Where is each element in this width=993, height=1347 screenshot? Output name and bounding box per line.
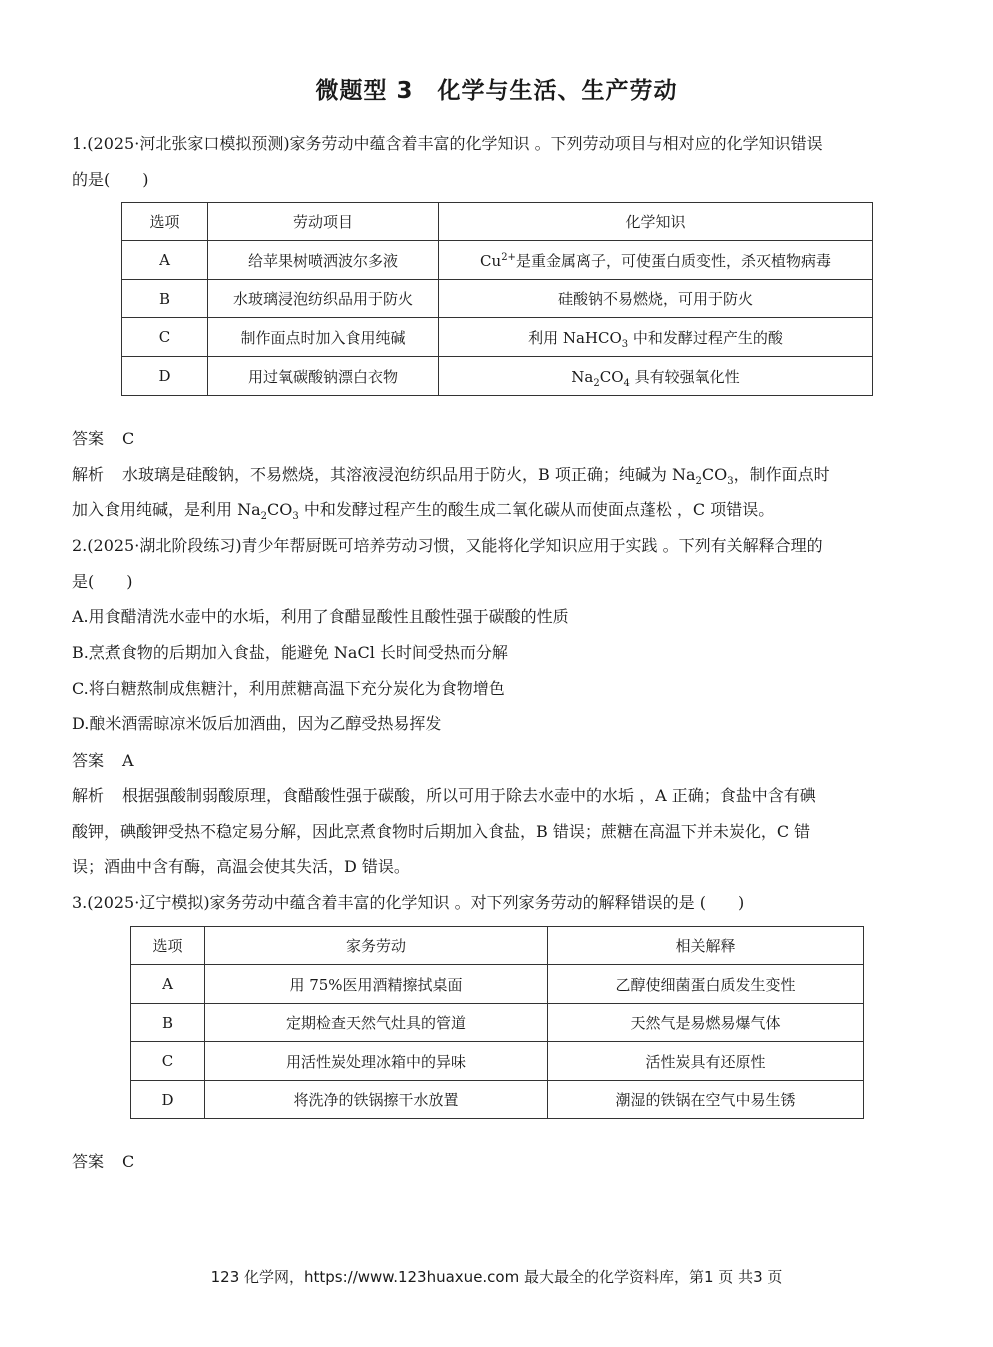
table-row [131, 965, 864, 1004]
q1-row-c-knowledge [439, 318, 873, 357]
subscript: 2 [695, 476, 702, 486]
q1-row-a-option: A [122, 241, 208, 280]
table-row [122, 318, 873, 357]
text-fragment: CO [599, 367, 624, 386]
text-fragment: CO [701, 465, 728, 484]
answer-value: C [122, 429, 135, 448]
answer-value: A [122, 751, 134, 770]
q1-stem-line2: 的是( ) [72, 170, 149, 189]
answer-label: 答案 [72, 751, 105, 770]
text-fragment: 具有较强氧化性 [629, 367, 740, 386]
q1-row-d-knowledge [439, 357, 873, 396]
q1-row-b-item: 水玻璃浸泡纺织品用于防火 [208, 280, 439, 318]
q1-answer [72, 428, 922, 450]
analysis-label: 解析 [72, 465, 105, 484]
subscript: 4 [623, 377, 630, 389]
q3-row-c-explanation: 活性炭具有还原性 [548, 1042, 864, 1081]
q3-row-c-item: 用活性炭处理冰箱中的异味 [205, 1042, 548, 1081]
q1-analysis-line2 [72, 499, 922, 521]
q1-row-c-option: C [122, 318, 208, 357]
q1-table [121, 202, 873, 396]
q1-table-header [122, 203, 873, 241]
q2-stem-line1: 2.(2025·湖北阶段练习)青少年帮厨既可培养劳动习惯，又能将化学知识应用于实践 。下列有关解释合理的 [72, 536, 823, 555]
text-fragment: 水玻璃是硅酸钠，不易燃烧，其溶液浸泡纺织品用于防火，B 项正确；纯碱为 Na [122, 465, 696, 484]
q1-row-b-option: B [122, 280, 208, 318]
q1-row-d-option: D [122, 357, 208, 396]
q3-table [130, 926, 864, 1119]
text-fragment: 是重金属离子，可使蛋白质变性，杀灭植物病毒 [515, 251, 831, 270]
q2-option-d: D.酿米酒需晾凉米饭后加酒曲，因为乙醇受热易挥发 [72, 714, 442, 733]
q3-row-b-option: B [131, 1004, 205, 1042]
q3-row-c-option: C [131, 1042, 205, 1081]
q3-header-explanation: 相关解释 [548, 927, 864, 965]
q3-row-b-item: 定期检查天然气灶具的管道 [205, 1004, 548, 1042]
text-fragment: 中和发酵过程产生的酸生成二氧化碳从而使面点蓬松 ，C 项错误。 [298, 500, 775, 519]
q3-answer [72, 1151, 922, 1173]
q3-row-d-explanation: 潮湿的铁锅在空气中易生锈 [548, 1081, 864, 1119]
q3-header-option: 选项 [131, 927, 205, 965]
table-row [122, 280, 873, 318]
q2-analysis-line3: 误；酒曲中含有酶，高温会使其失活，D 错误。 [72, 857, 410, 876]
analysis-label: 解析 [72, 786, 105, 805]
subscript: 2 [260, 511, 268, 521]
text-fragment: ，制作面点时 [733, 465, 830, 484]
q1-header-option: 选项 [122, 203, 208, 241]
q1-analysis-line1 [72, 464, 922, 486]
q3-row-a-explanation: 乙醇使细菌蛋白质发生变性 [548, 965, 864, 1004]
text-fragment: 利用 NaHCO [528, 328, 622, 347]
q3-stem-line1: 3.(2025·辽宁模拟)家务劳动中蕴含着丰富的化学知识 。对下列家务劳动的解释错误的是 ( ) [72, 893, 745, 912]
q3-row-a-item: 用 75%医用酒精擦拭桌面 [205, 965, 548, 1004]
q1-stem-line1: 1.(2025·河北张家口模拟预测)家务劳动中蕴含着丰富的化学知识 。下列劳动项目与相对应的化学知识错误 [72, 134, 823, 153]
q2-analysis-line2: 酸钾，碘酸钾受热不稳定易分解，因此烹煮食物时后期加入食盐，B 错误；蔗糖在高温下并未炭化，C 错 [72, 822, 811, 841]
q2-stem-line2: 是( ) [72, 572, 133, 591]
table-row [122, 357, 873, 396]
table-row [122, 241, 873, 280]
answer-value: C [122, 1152, 135, 1171]
subscript: 3 [727, 476, 734, 486]
q1-row-b-knowledge: 硅酸钠不易燃烧，可用于防火 [439, 280, 873, 318]
text-fragment: Cu [480, 251, 502, 270]
subscript: 3 [292, 511, 299, 521]
text-fragment: 根据强酸制弱酸原理，食醋酸性强于碳酸，所以可用于除去水壶中的水垢 ，A 正确；食盐中含有碘 [122, 786, 816, 805]
text-fragment: 中和发酵过程产生的酸 [628, 328, 783, 347]
q3-row-b-explanation: 天然气是易燃易爆气体 [548, 1004, 864, 1042]
subscript: 3 [621, 338, 629, 350]
q2-analysis-line1 [72, 785, 922, 807]
q1-header-knowledge: 化学知识 [439, 203, 873, 241]
table-row [131, 1042, 864, 1081]
q2-option-c: C.将白糖熬制成焦糖汁，利用蔗糖高温下充分炭化为食物增色 [72, 679, 505, 698]
subscript: 2 [593, 377, 600, 389]
q3-row-d-option: D [131, 1081, 205, 1119]
table-row [131, 1081, 864, 1119]
q3-header-item: 家务劳动 [205, 927, 548, 965]
answer-label: 答案 [72, 1152, 105, 1171]
q2-answer [72, 750, 922, 772]
text-fragment: Na [571, 367, 594, 386]
q3-table-header [131, 927, 864, 965]
answer-label: 答案 [72, 429, 105, 448]
q3-row-a-option: A [131, 965, 205, 1004]
q1-row-a-item: 给苹果树喷洒波尔多液 [208, 241, 439, 280]
superscript: 2+ [501, 251, 516, 263]
page-footer: 123 化学网，https://www.123huaxue.com 最大最全的化学资料库，第1 页 共3 页 [210, 1268, 783, 1286]
text-fragment: CO [267, 500, 293, 519]
q2-option-a: A.用食醋清洗水壶中的水垢，利用了食醋显酸性且酸性强于碳酸的性质 [72, 607, 569, 626]
text-fragment: 加入食用纯碱，是利用 Na [72, 500, 261, 519]
q1-row-a-knowledge [439, 241, 873, 280]
q1-header-item: 劳动项目 [208, 203, 439, 241]
page-title: 微题型 3 化学与生活、生产劳动 [315, 78, 678, 104]
q3-row-d-item: 将洗净的铁锅擦干水放置 [205, 1081, 548, 1119]
q1-row-d-item: 用过氧碳酸钠漂白衣物 [208, 357, 439, 396]
q1-row-c-item: 制作面点时加入食用纯碱 [208, 318, 439, 357]
q2-option-b: B.烹煮食物的后期加入食盐，能避免 NaCl 长时间受热而分解 [72, 643, 508, 662]
table-row [131, 1004, 864, 1042]
